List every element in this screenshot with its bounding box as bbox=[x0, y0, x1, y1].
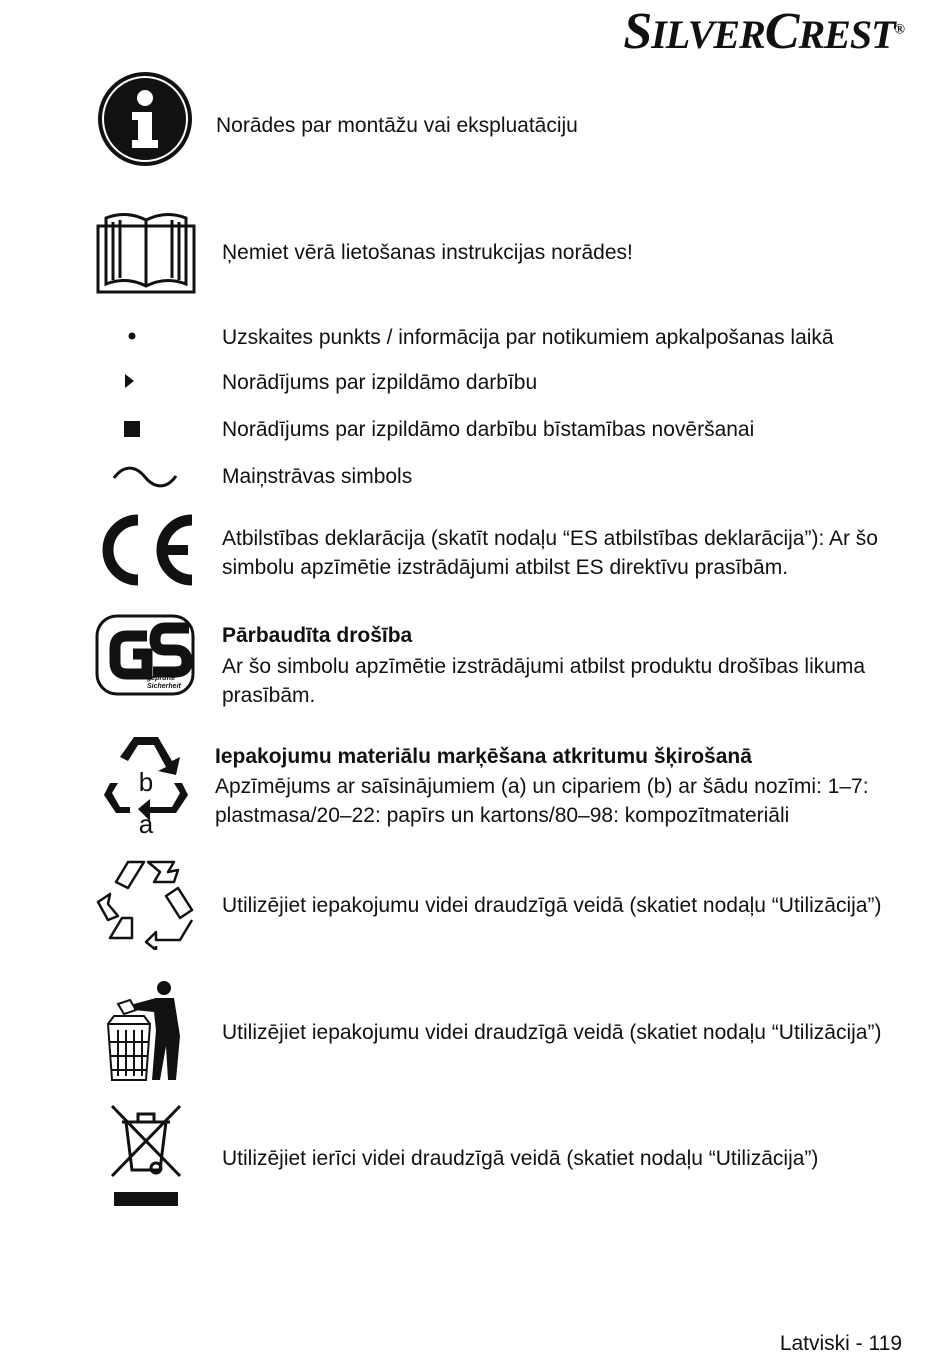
crossed-bin-icon bbox=[110, 1104, 182, 1208]
gs-mark-icon bbox=[95, 614, 195, 696]
tidyman-icon bbox=[104, 980, 190, 1082]
hazard-action-text: Norādījums par izpildāmo darbību bīstamības novēršanai bbox=[222, 418, 755, 441]
ce-text: Atbilstības deklarācija (skatīt nodaļu “ES atbilstības deklarācija”): Ar šo simbolu apzīmētie izstrādājumi atbilst ES direktīvu prasībām. bbox=[222, 527, 878, 579]
brand-logo: SILVERCREST® bbox=[623, 3, 904, 60]
info-icon bbox=[96, 70, 194, 168]
ce-mark-icon bbox=[94, 512, 198, 588]
recycle-arrows-icon bbox=[94, 858, 196, 950]
tidyman-text: Utilizējiet iepakojumu videi draudzīgā veidā (skatiet nodaļu “Utilizācija”) bbox=[222, 1021, 882, 1044]
action-text: Norādījums par izpildāmo darbību bbox=[222, 371, 538, 394]
code-a: a bbox=[138, 809, 154, 837]
alternating-current-icon bbox=[112, 464, 178, 490]
recycling-code-icon bbox=[96, 731, 196, 837]
gs-label-line2: Sicherheit bbox=[147, 683, 181, 690]
code-b: b bbox=[138, 767, 154, 797]
recycling-code-text: Apzīmējums ar saīsinājumiem (a) un cipariem (b) ar šādu nozīmi: 1–7: plastmasa/20–22: papīrs un kartons/80–98: kompozītmateriāli bbox=[215, 775, 869, 827]
triangle-arrow-icon bbox=[124, 373, 136, 389]
ac-text: Maiņstrāvas simbols bbox=[222, 465, 413, 488]
crossed-bin-text: Utilizējiet ierīci videi draudzīgā veidā (skatiet nodaļu “Utilizācija”) bbox=[222, 1147, 819, 1170]
gs-text: Ar šo simbolu apzīmētie izstrādājumi atbilst produktu drošības likuma prasībām. bbox=[222, 655, 866, 707]
gs-title: Pārbaudīta drošība bbox=[222, 624, 413, 647]
bullet-text: Uzskaites punkts / informācija par notikumiem apkalpošanas laikā bbox=[222, 326, 834, 349]
manual-book-icon bbox=[96, 208, 196, 294]
square-icon bbox=[124, 421, 140, 437]
bullet-icon bbox=[126, 330, 138, 342]
info-text: Norādes par montāžu vai ekspluatāciju bbox=[216, 114, 578, 137]
page-footer: Latviski - 119 bbox=[779, 1332, 902, 1355]
manual-text: Ņemiet vērā lietošanas instrukcijas norādes! bbox=[222, 241, 633, 264]
recycle-text: Utilizējiet iepakojumu videi draudzīgā veidā (skatiet nodaļu “Utilizācija”) bbox=[222, 894, 882, 917]
gs-label-line1: geprüfte bbox=[147, 675, 175, 682]
recycling-code-title: Iepakojumu materiālu marķēšana atkritumu šķirošanā bbox=[215, 745, 752, 768]
